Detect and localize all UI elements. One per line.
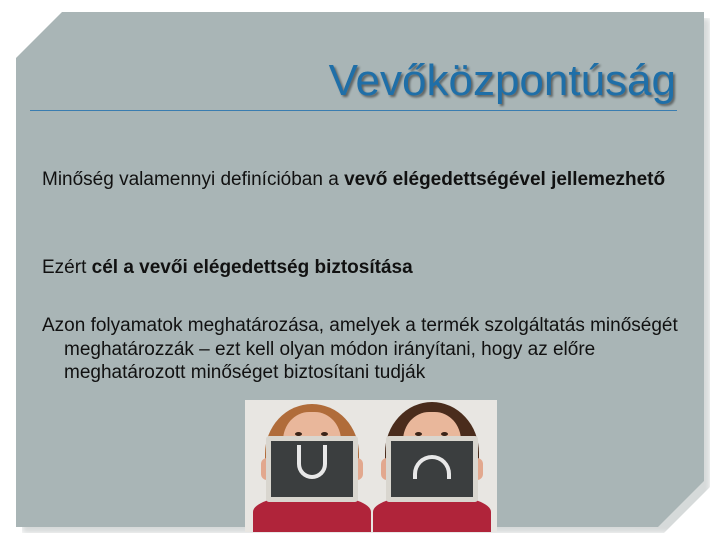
title-divider (30, 110, 677, 111)
bullet-2-bold-text: cél a vevői elégedettség biztosítása (91, 257, 413, 278)
bullet-1-bold-text: vevő elégedettségével jellemezhető (344, 169, 666, 190)
woman-left (253, 400, 371, 532)
slide-title: Vevőközpontúság (328, 56, 676, 105)
chalkboard-frown (386, 436, 478, 502)
woman-right (373, 400, 491, 532)
bullet-item-1 (42, 168, 682, 192)
chalkboard-smile (266, 436, 358, 502)
smile-icon (297, 455, 327, 479)
bullet-2-text: Ezért (42, 257, 92, 278)
bullet-item-3 (42, 314, 702, 385)
bullet-1-text: Minőség valamennyi definícióban a (42, 169, 345, 190)
bullet-3-text: Azon folyamatok meghatározása, amelyek a termék szolgáltatás minőségét meghatározzák – ezt kell olyan módon irányítani, hogy az előre meghatározott minőséget biztosítani tudják (42, 315, 678, 383)
bullet-item-2 (42, 256, 682, 280)
frown-icon (413, 455, 451, 479)
smile-frown-photo (245, 400, 497, 532)
